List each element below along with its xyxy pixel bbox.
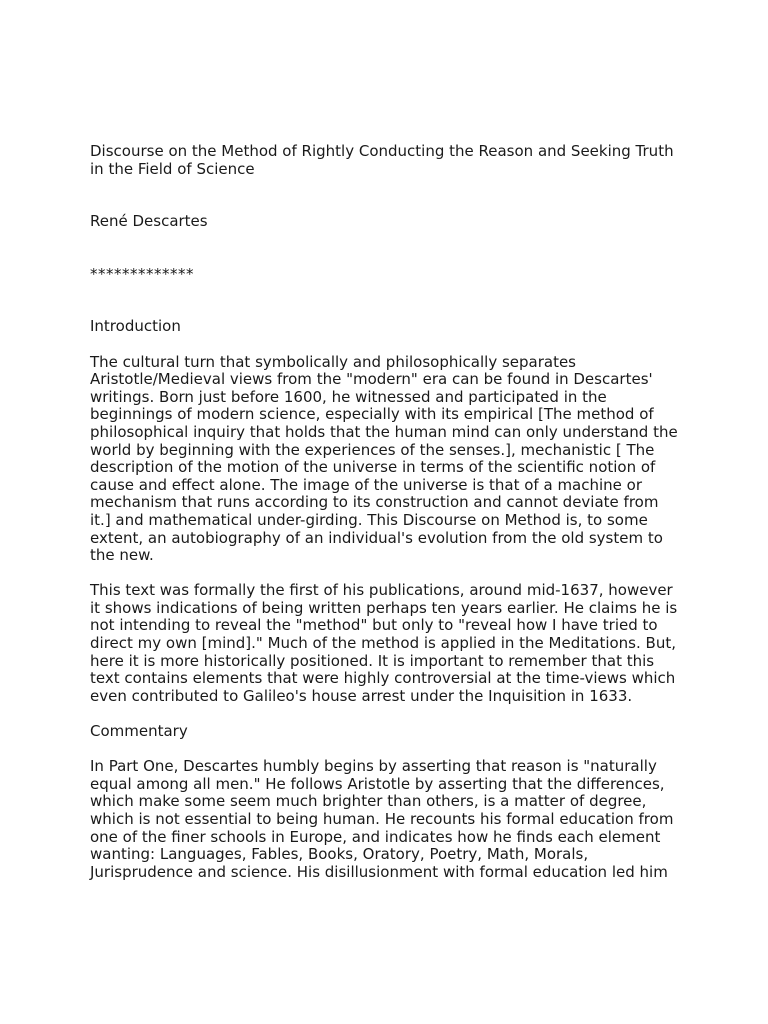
intro-paragraph-1: The cultural turn that symbolically and philosophically separates Aristotle/Medieval views from the "modern" era can be found in Descartes' writings. Born just before 1600, he witnessed and participated in the beginnings of modern science, especially with its empirical [The method of philosophical inquiry that holds that the human mind can only understand the world by beginning with the experiences of the senses.], mechanistic [ The description of the motion of the universe in terms of the scientific notion of cause and effect alone. The image of the universe is that of a machine or mechanism that runs according to its construction and cannot deviate from it.] and mathematical under-girding. This Discourse on Method is, to some extent, an autobiography of an individual's evolution from the old system to the new.: [90, 352, 678, 565]
commentary-heading: Commentary: [90, 722, 188, 741]
document-author: René Descartes: [90, 212, 208, 231]
introduction-heading: Introduction: [90, 317, 181, 336]
commentary-paragraph-1: In Part One, Descartes humbly begins by asserting that reason is "naturally equal among all men." He follows Aristotle by asserting that the differences, which make some seem much brighter than others, is a matter of degree, which is not essential to being human. He recounts his formal education from one of the finer schools in Europe, and indicates how he finds each element wanting: Languages, Fables, Books, Oratory, Poetry, Math, Morals, Jurisprudence and science. His disillusionment with formal education led him: [90, 757, 674, 881]
section-separator: *************: [90, 264, 194, 283]
document-page: [90, 143, 680, 881]
intro-paragraph-2: This text was formally the first of his publications, around mid-1637, however it shows indications of being written perhaps ten years earlier. He claims he is not intending to reveal the "method" but only to "reveal how I have tried to direct my own [mind]." Much of the method is applied in the Meditations. But, here it is more historically positioned. It is important to remember that this text contains elements that were highly controversial at the time-views which even contributed to Galileo's house arrest under the Inquisition in 1633.: [90, 581, 678, 705]
document-title: Discourse on the Method of Rightly Conducting the Reason and Seeking Truth in the Field of Science: [90, 142, 674, 178]
